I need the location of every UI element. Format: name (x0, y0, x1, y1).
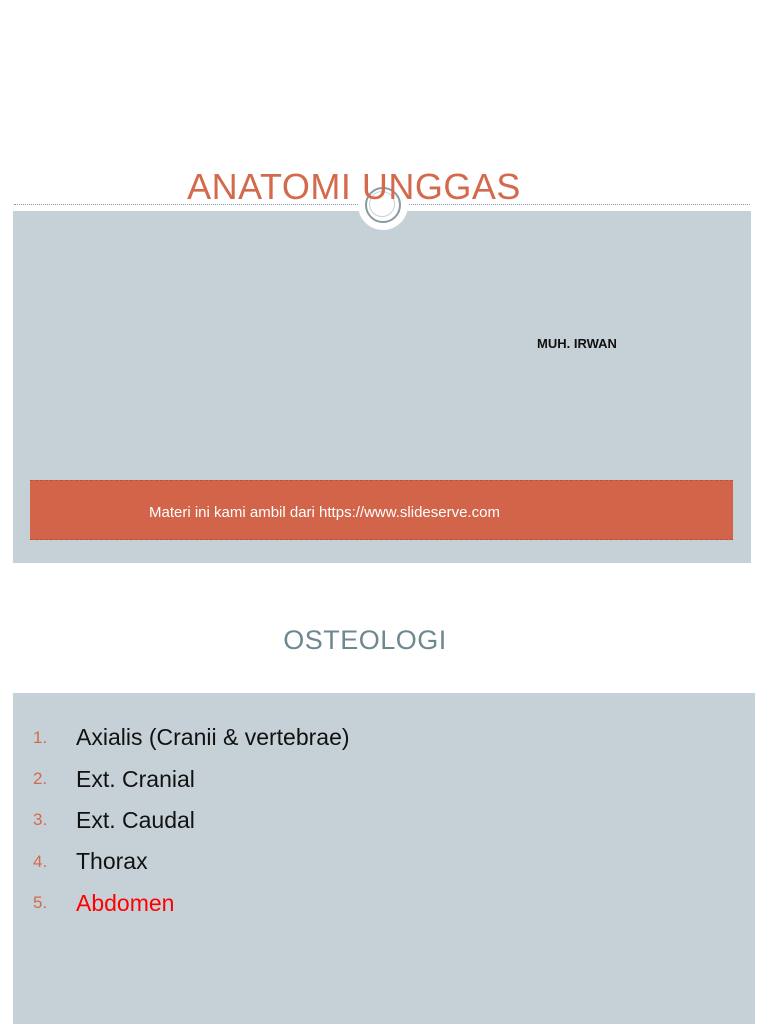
list-item (33, 758, 350, 799)
list-item (33, 717, 350, 758)
list-number: 1. (33, 727, 48, 747)
list-text: Ext. Caudal (76, 806, 195, 833)
section-title: OSTEOLOGI (283, 625, 447, 655)
list-item-highlighted (33, 883, 350, 924)
list-number: 3. (33, 810, 48, 830)
list-text: Axialis (Cranii & vertebrae) (76, 724, 350, 751)
list-text: Ext. Cranial (76, 765, 195, 792)
source-banner (30, 480, 733, 540)
list-text: Thorax (76, 848, 148, 875)
content-slide-panel (13, 693, 755, 1024)
list-number: 4. (33, 851, 48, 871)
list-number: 5. (33, 893, 48, 913)
author-name: MUH. IRWAN (537, 336, 617, 351)
list-number: 2. (33, 769, 48, 789)
list-item (33, 841, 350, 882)
list-item (33, 800, 350, 841)
source-note: Materi ini kami ambil dari https://www.slideserve.com (149, 504, 500, 521)
slide-title: ANATOMI UNGGAS (187, 166, 521, 207)
list-text: Abdomen (76, 889, 175, 916)
osteology-list (33, 717, 350, 924)
